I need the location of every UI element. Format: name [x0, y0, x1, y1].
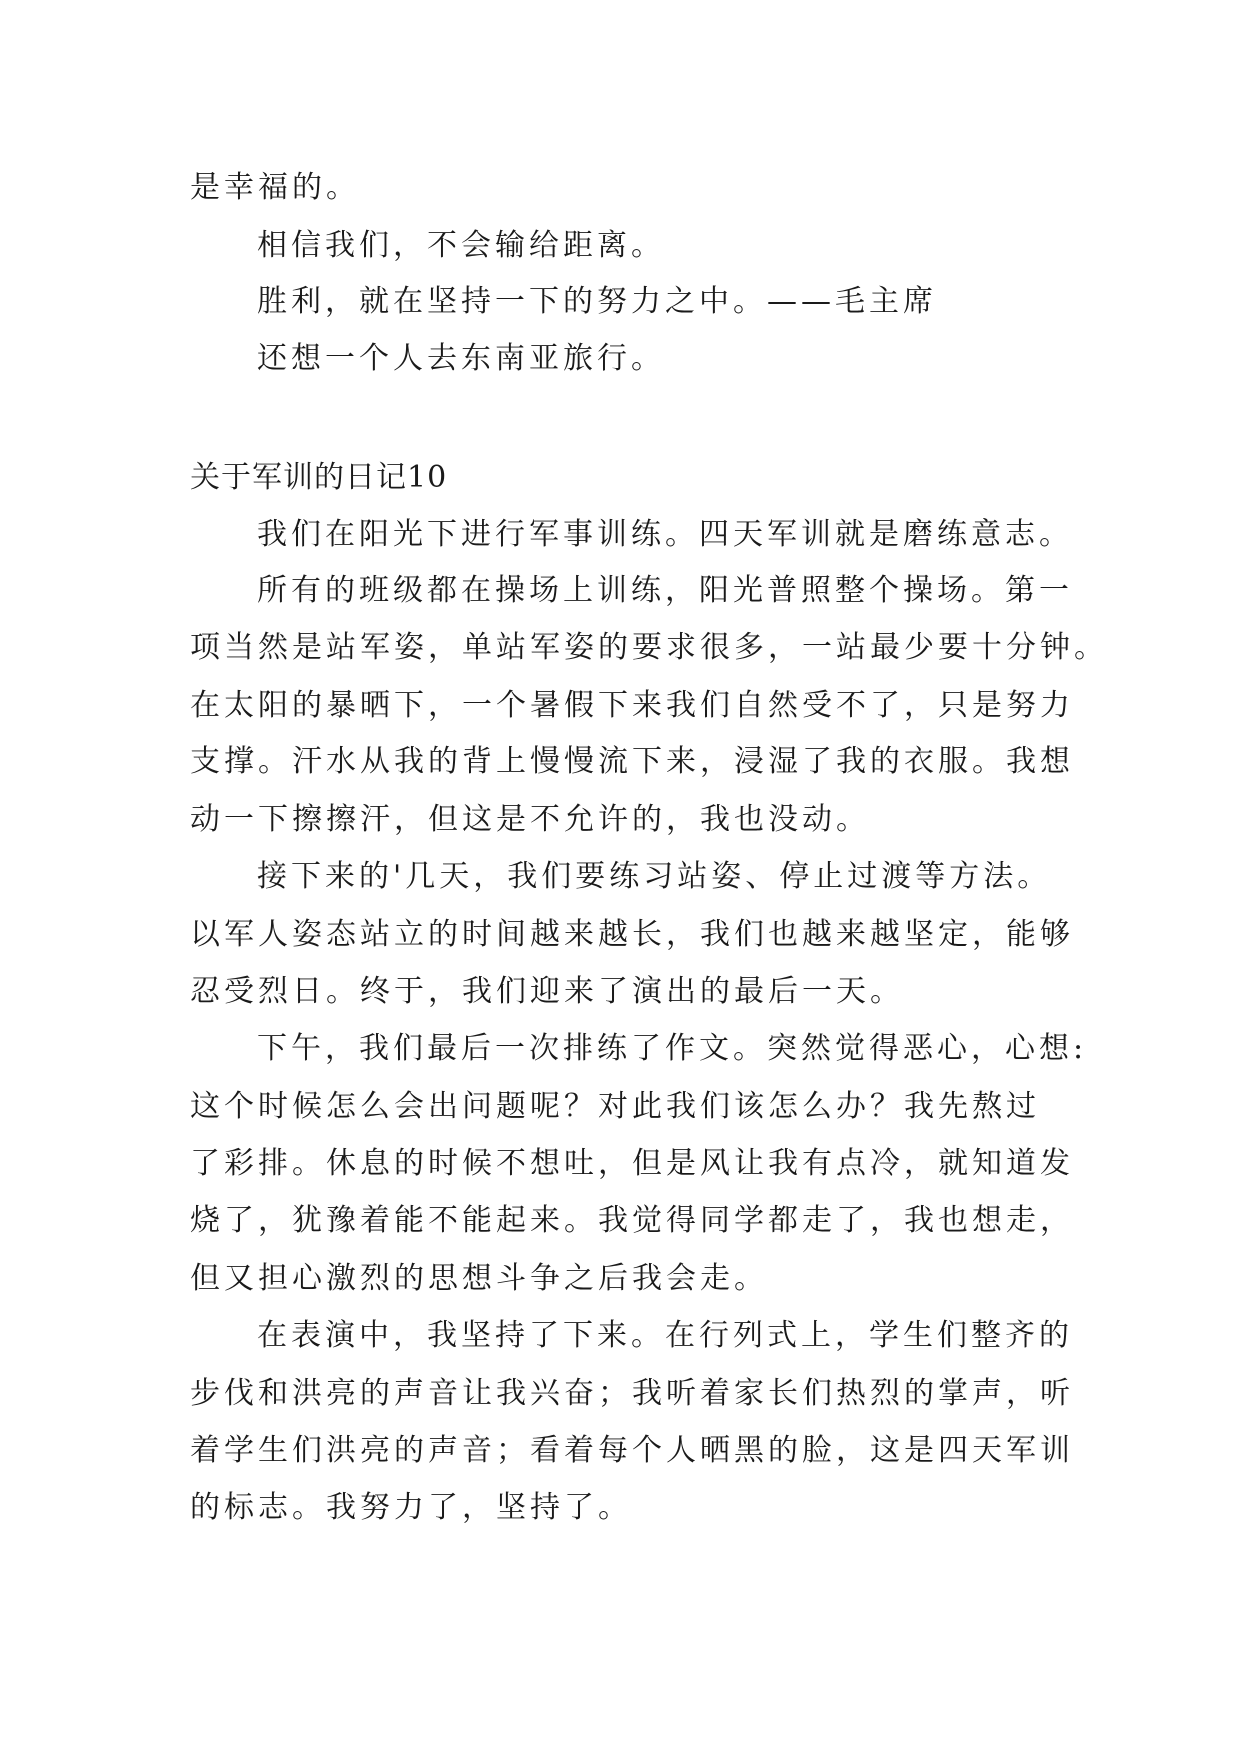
body-line: 的标志。我努力了，坚持了。 [190, 1490, 632, 1525]
body-line: 这个时候怎么会出问题呢？对此我们该怎么办？我先熬过 [190, 1089, 1040, 1124]
section-title: 关于军训的日记10 [190, 460, 448, 495]
body-line: 下午，我们最后一次排练了作文。突然觉得恶心，心想: [257, 1031, 1088, 1066]
body-line: 烧了，犹豫着能不能起来。我觉得同学都走了，我也想走， [190, 1203, 1074, 1238]
body-line: 着学生们洪亮的声音；看着每个人晒黑的脸，这是四天军训 [190, 1433, 1074, 1468]
body-line: 项当然是站军姿，单站军姿的要求很多，一站最少要十分钟。 [190, 630, 1108, 665]
body-line: 我们在阳光下进行军事训练。四天军训就是磨练意志。 [257, 517, 1073, 552]
body-line: 在太阳的暴晒下，一个暑假下来我们自然受不了，只是努力 [190, 688, 1074, 723]
body-line: 在表演中，我坚持了下来。在行列式上，学生们整齐的 [257, 1318, 1073, 1353]
body-line: 了彩排。休息的时候不想吐，但是风让我有点冷，就知道发 [190, 1146, 1074, 1181]
body-line: 但又担心激烈的思想斗争之后我会走。 [190, 1261, 768, 1296]
intro-line-3: 胜利，就在坚持一下的努力之中。——毛主席 [257, 284, 937, 319]
body-line: 支撑。汗水从我的背上慢慢流下来，浸湿了我的衣服。我想 [190, 744, 1074, 779]
body-line: 以军人姿态站立的时间越来越长，我们也越来越坚定，能够 [190, 917, 1074, 952]
intro-line-1: 是幸福的。 [190, 170, 360, 205]
intro-line-4: 还想一个人去东南亚旅行。 [257, 341, 665, 376]
body-line: 动一下擦擦汗，但这是不允许的，我也没动。 [190, 802, 870, 837]
intro-line-2: 相信我们，不会输给距离。 [257, 228, 665, 263]
body-line: 所有的班级都在操场上训练，阳光普照整个操场。第一 [257, 573, 1073, 608]
body-line: 忍受烈日。终于，我们迎来了演出的最后一天。 [190, 974, 904, 1009]
body-line: 接下来的'几天，我们要练习站姿、停止过渡等方法。 [257, 859, 1052, 894]
body-line: 步伐和洪亮的声音让我兴奋；我听着家长们热烈的掌声，听 [190, 1376, 1074, 1411]
